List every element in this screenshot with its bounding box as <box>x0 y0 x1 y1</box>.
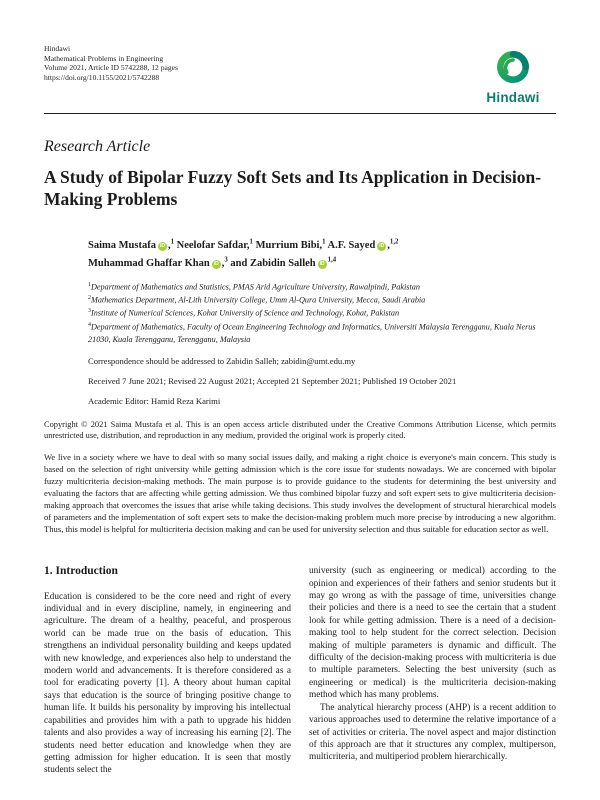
volume-line: Volume 2021, Article ID 5742288, 12 pages <box>44 63 178 73</box>
intro-left-paragraph: Education is considered to be the core need and right of every individual and in every discipline, namely, in engineering and agriculture. The dream of a healthy, peaceful, and prosperous world can be made true on the basis of education. This strengthens an individual personality building and keeps updated with new knowledge, and experiences also help to understand the modern world and advancements. It is therefore considered as a tool for eradicating poverty [1]. A theory about human capital says that education is the source of bringing positive change to human life. It builds his personality by improving his intellectual capabilities and provides him with a path to upgrade his hidden talents and also provides a way of increasing his earning [2]. The students need better education and knowledge when they are getting admission for higher education. It is seen that mostly students select the <box>44 591 291 776</box>
authors-line <box>88 237 556 273</box>
publisher-line: Hindawi <box>44 44 71 53</box>
affiliations-block <box>88 281 556 345</box>
author-name: Zabidin Salleh iD$^{1,4}$ <box>249 256 337 270</box>
intro-right-paragraph-2: The analytical hierarchy process (AHP) is a recent addition to various approaches used to determine the relative importance of a set of activities or criteria. The novel aspect and major distinction of this approach are that it structures any complex, multiperson, multicriteria, and multiperiod problem hierarchically. <box>309 702 556 763</box>
intro-column-left <box>44 565 291 777</box>
history-line: Received 7 June 2021; Revised 22 August 2021; Accepted 21 September 2021; Published 19 October 2021 <box>88 375 457 386</box>
article-type-label: Research Article <box>44 138 151 155</box>
affiliation-item: $^4$Department of Mathematics, Faculty of Ocean Engineering Technology and Informatics, Universiti Malaysia Terengganu, Kuala Nerus 21030, Kuala Terengganu, Terengganu, Malaysia <box>88 321 536 344</box>
hindawi-logo-icon <box>492 46 534 88</box>
intro-right-paragraph-1: university (such as engineering or medical) according to the opinion and experiences of their fathers and senior students but it may go wrong as with the passage of time, universities change their policies and there is a need to see the certain that a student look for while getting admission. There is a need of a decision-making tool to help student for the correct selection. Decision making of multiple parameters is dynamic and difficult. The difficulty of the decision-making process with multicriteria is due to multiple parameters. Selecting the best university (such as engineering or medical) is the multicriteria decision-making method which has many problems. <box>309 566 556 701</box>
journal-line: Mathematical Problems in Engineering <box>44 53 164 63</box>
editor-line: Academic Editor: Hamid Reza Karimi <box>88 395 221 406</box>
header-divider <box>44 113 556 114</box>
affiliation-item: $^2$Mathematics Department, Al-Lith University College, Umm Al-Qura University, Mecca, Saudi Arabia <box>88 295 426 306</box>
affiliation-item: $^1$Department of Mathematics and Statistics, PMAS Arid Agriculture University, Rawalpindi, Pakistan <box>88 282 420 293</box>
author-name: A.F. Sayed iD ,$^{1,2}$ <box>327 238 399 252</box>
author-name: Saima Mustafa iD ,$^1$ <box>88 238 174 252</box>
affiliation-item: $^3$Institute of Numerical Sciences, Kohat University of Science and Technology, Kohat, Pakistan <box>88 308 400 319</box>
intro-column-right <box>309 565 556 777</box>
email-link[interactable]: zabidin@umt.edu.my <box>281 355 356 366</box>
orcid-icon[interactable]: iD <box>213 261 219 268</box>
orcid-icon[interactable]: iD <box>319 261 325 268</box>
author-name: Murrium Bibi,$^1$ <box>255 238 326 252</box>
publisher-info <box>44 44 178 82</box>
masthead <box>44 44 556 105</box>
hindawi-wordmark: Hindawi <box>486 90 540 105</box>
doi-link[interactable]: https://doi.org/10.1155/2021/5742288 <box>44 72 160 82</box>
orcid-icon[interactable]: iD <box>379 243 385 250</box>
correspondence-line: Correspondence should be addressed to Zabidin Salleh; zabidin@umt.edu.my <box>88 355 356 366</box>
author-name: Muhammad Ghaffar Khan iD ,$^3$ and <box>88 256 250 270</box>
intro-columns <box>44 565 556 777</box>
hindawi-logo-block <box>470 46 556 105</box>
orcid-icon[interactable]: iD <box>159 243 165 250</box>
author-name: Neelofar Safdar,$^1$ <box>176 238 253 252</box>
abstract-text: We live in a society where we have to deal with so many social issues daily, and making a right choice is everyone's main concern. This study is based on the selection of right university while getting admission which is the core issue for students nowadays. We are concerned with bipolar fuzzy multicriteria decision-making methods. The main purpose is to provide guidance to the students for determining the best university and evaluating the factors that are affecting while getting admission. We thus combined bipolar fuzzy and soft expert sets to give multicriteria decision-making approach that overcomes the issues that arise while taking decisions. This study involves the development of structural hierarchical models of parameters and the implementation of soft expert sets to make the decision-making problem much more precise by introducing a new algorithm. Thus, this model is helpful for multicriteria decision making and can be used for university selection and thus suitable for education sector as well. <box>44 452 556 535</box>
copyright-note: Copyright © 2021 Saima Mustafa et al. This is an open access article distributed under the Creative Commons Attribution License, which permits unrestricted use, distribution, and reproduction in any medium, provided the original work is properly cited. <box>44 419 556 441</box>
section-heading-introduction: 1. Introduction <box>44 565 118 578</box>
article-title: A Study of Bipolar Fuzzy Soft Sets and Its Application in Decision-Making Problems <box>44 167 542 210</box>
